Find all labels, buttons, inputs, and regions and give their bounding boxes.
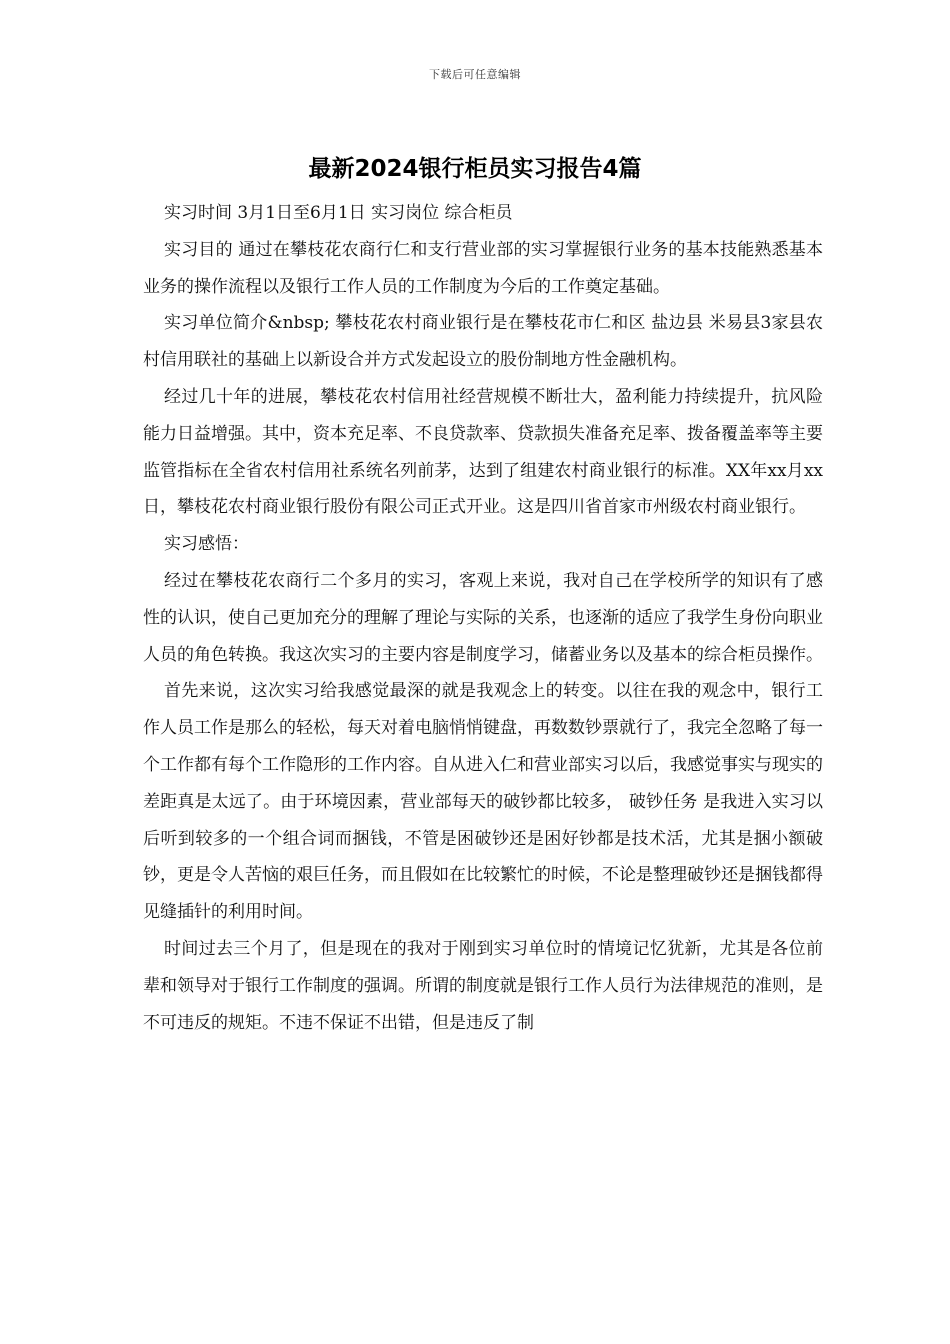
paragraph-internship-purpose: 实习目的 通过在攀枝花农商行仁和支行营业部的实习掌握银行业务的基本技能熟悉基本业务的操作流程以及银行工作人员的工作制度为今后的工作奠定基础。 bbox=[143, 239, 823, 297]
document-body bbox=[143, 195, 823, 1041]
header-note: 下载后可任意编辑 bbox=[429, 68, 521, 81]
paragraph-company-intro: 实习单位简介&nbsp; 攀枝花农村商业银行是在攀枝花市仁和区 盐边县 米易县3家县农村信用联社的基础上以新设合并方式发起设立的股份制地方性金融机构。 bbox=[143, 313, 823, 371]
paragraph-reflection-heading: 实习感悟： bbox=[164, 534, 249, 555]
document-title: 最新2024银行柜员实习报告4篇 bbox=[308, 156, 642, 182]
paragraph-mindset-change: 首先来说，这次实习给我感觉最深的就是我观念上的转变。以往在我的观念中，银行工作人员工作是那么的轻松，每天对着电脑悄悄键盘，再数数钞票就行了，我完全忽略了每一个工作都有每个工作隐形的工作内容。自从进入仁和营业部实习以后，我感觉事实与现实的差距真是太远了。由于环境因素，营业部每天的破钞都比较多， 破钞任务 是我进入实习以后听到较多的一个组合词而捆钱，不管是困破钞还是困好钞都是技术活，尤其是捆小额破钞，更是令人苦恼的艰巨任务，而且假如在比较繁忙的时候，不论是整理破钞还是捆钱都得见缝插针的利用时间。 bbox=[143, 681, 823, 923]
paragraph-internship-time: 实习时间 3月1日至6月1日 实习岗位 综合柜员 bbox=[164, 203, 513, 223]
paragraph-company-development: 经过几十年的进展，攀枝花农村信用社经营规模不断壮大，盈利能力持续提升，抗风险能力日益增强。其中，资本充足率、不良贷款率、贷款损失准备充足率、拨备覆盖率等主要监管指标在全省农村信用社系统名列前茅，达到了组建农村商业银行的标准。XX年xx月xx日，攀枝花农村商业银行股份有限公司正式开业。这是四川省首家市州级农村商业银行。 bbox=[143, 386, 823, 518]
paragraph-rules: 时间过去三个月了，但是现在的我对于刚到实习单位时的情境记忆犹新，尤其是各位前辈和领导对于银行工作制度的强调。所谓的制度就是银行工作人员行为法律规范的准则，是不可违反的规矩。不违不保证不出错，但是违反了制 bbox=[143, 938, 823, 1033]
paragraph-reflection-overview: 经过在攀枝花农商行二个多月的实习，客观上来说，我对自己在学校所学的知识有了感性的认识，使自己更加充分的理解了理论与实际的关系，也逐渐的适应了我学生身份向职业人员的角色转换。我这次实习的主要内容是制度学习，储蓄业务以及基本的综合柜员操作。 bbox=[143, 570, 823, 665]
